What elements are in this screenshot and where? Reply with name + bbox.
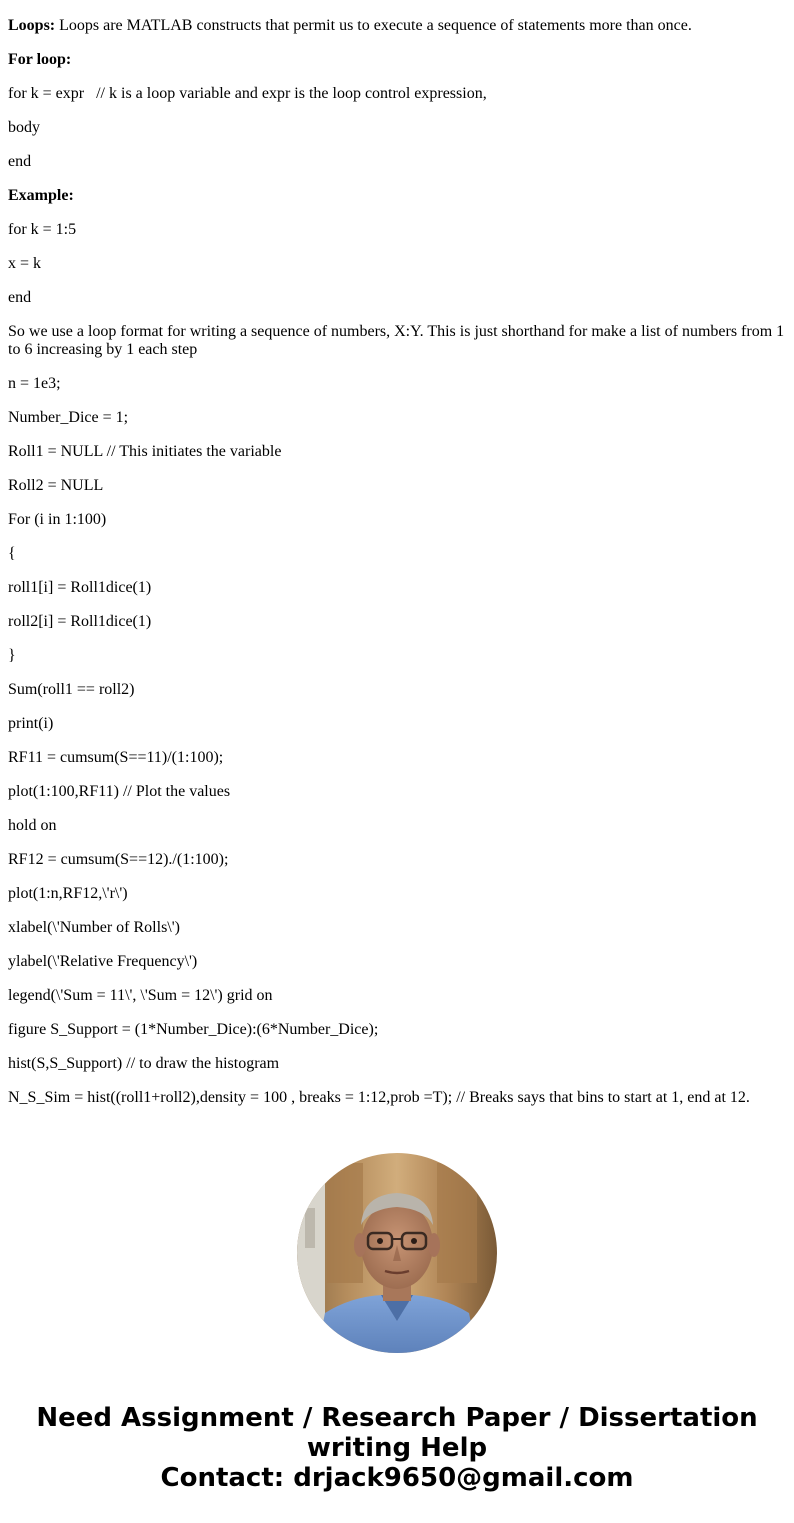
code-line: RF12 = cumsum(S==12)./(1:100); [8,851,229,868]
code-line: plot(1:n,RF12,\'r\') [8,885,128,902]
author-avatar [297,1153,497,1353]
for-loop-heading: For loop: [8,51,72,68]
footer-banner [0,1403,794,1493]
loops-text: Loops are MATLAB constructs that permit us to execute a sequence of statements more than once. [55,17,692,34]
code-line: N_S_Sim = hist((roll1+roll2),density = 100 , breaks = 1:12,prob =T); // Breaks says that bins to start at 1, end at 12. [8,1089,750,1106]
footer-line-2: writing Help [306,1433,488,1463]
footer-contact[interactable]: Contact: drjack9650@gmail.com [160,1463,634,1493]
code-line: hist(S,S_Support) // to draw the histogram [8,1055,280,1072]
code-line: roll2[i] = Roll1dice(1) [8,613,152,630]
code-line: figure S_Support = (1*Number_Dice):(6*Number_Dice); [8,1021,379,1038]
code-line: } [8,647,16,664]
code-line: print(i) [8,715,54,732]
code-line: ylabel(\'Relative Frequency\') [8,953,198,970]
author-photo-icon [297,1153,497,1353]
explanation-paragraph: So we use a loop format for writing a sequence of numbers, X:Y. This is just shorthand for make a list of numbers from 1 to 6 increasing by 1 each step [8,323,789,358]
code-line: n = 1e3; [8,375,61,392]
code-line: plot(1:100,RF11) // Plot the values [8,783,231,800]
code-line: Sum(roll1 == roll2) [8,681,135,698]
code-line: for k = expr // k is a loop variable and expr is the loop control expression, [8,85,487,102]
code-line: Number_Dice = 1; [8,409,129,426]
code-line: { [8,545,16,562]
loops-paragraph [8,17,788,35]
code-line: Roll2 = NULL [8,477,104,494]
code-line: For (i in 1:100) [8,511,107,528]
code-line: roll1[i] = Roll1dice(1) [8,579,152,596]
code-line: Roll1 = NULL // This initiates the variable [8,443,282,460]
code-line: body [8,119,40,136]
footer-line-1: Need Assignment / Research Paper / Dissertation [36,1403,758,1433]
code-line: legend(\'Sum = 11\', \'Sum = 12\') grid on [8,987,273,1004]
code-line: x = k [8,255,42,272]
code-line: RF11 = cumsum(S==11)/(1:100); [8,749,224,766]
example-heading: Example: [8,187,74,204]
code-line: for k = 1:5 [8,221,77,238]
document-body [8,17,788,1123]
loops-label: Loops: [8,17,56,34]
code-line: xlabel(\'Number of Rolls\') [8,919,180,936]
code-line: end [8,153,32,170]
code-line: hold on [8,817,57,834]
code-line: end [8,289,32,306]
